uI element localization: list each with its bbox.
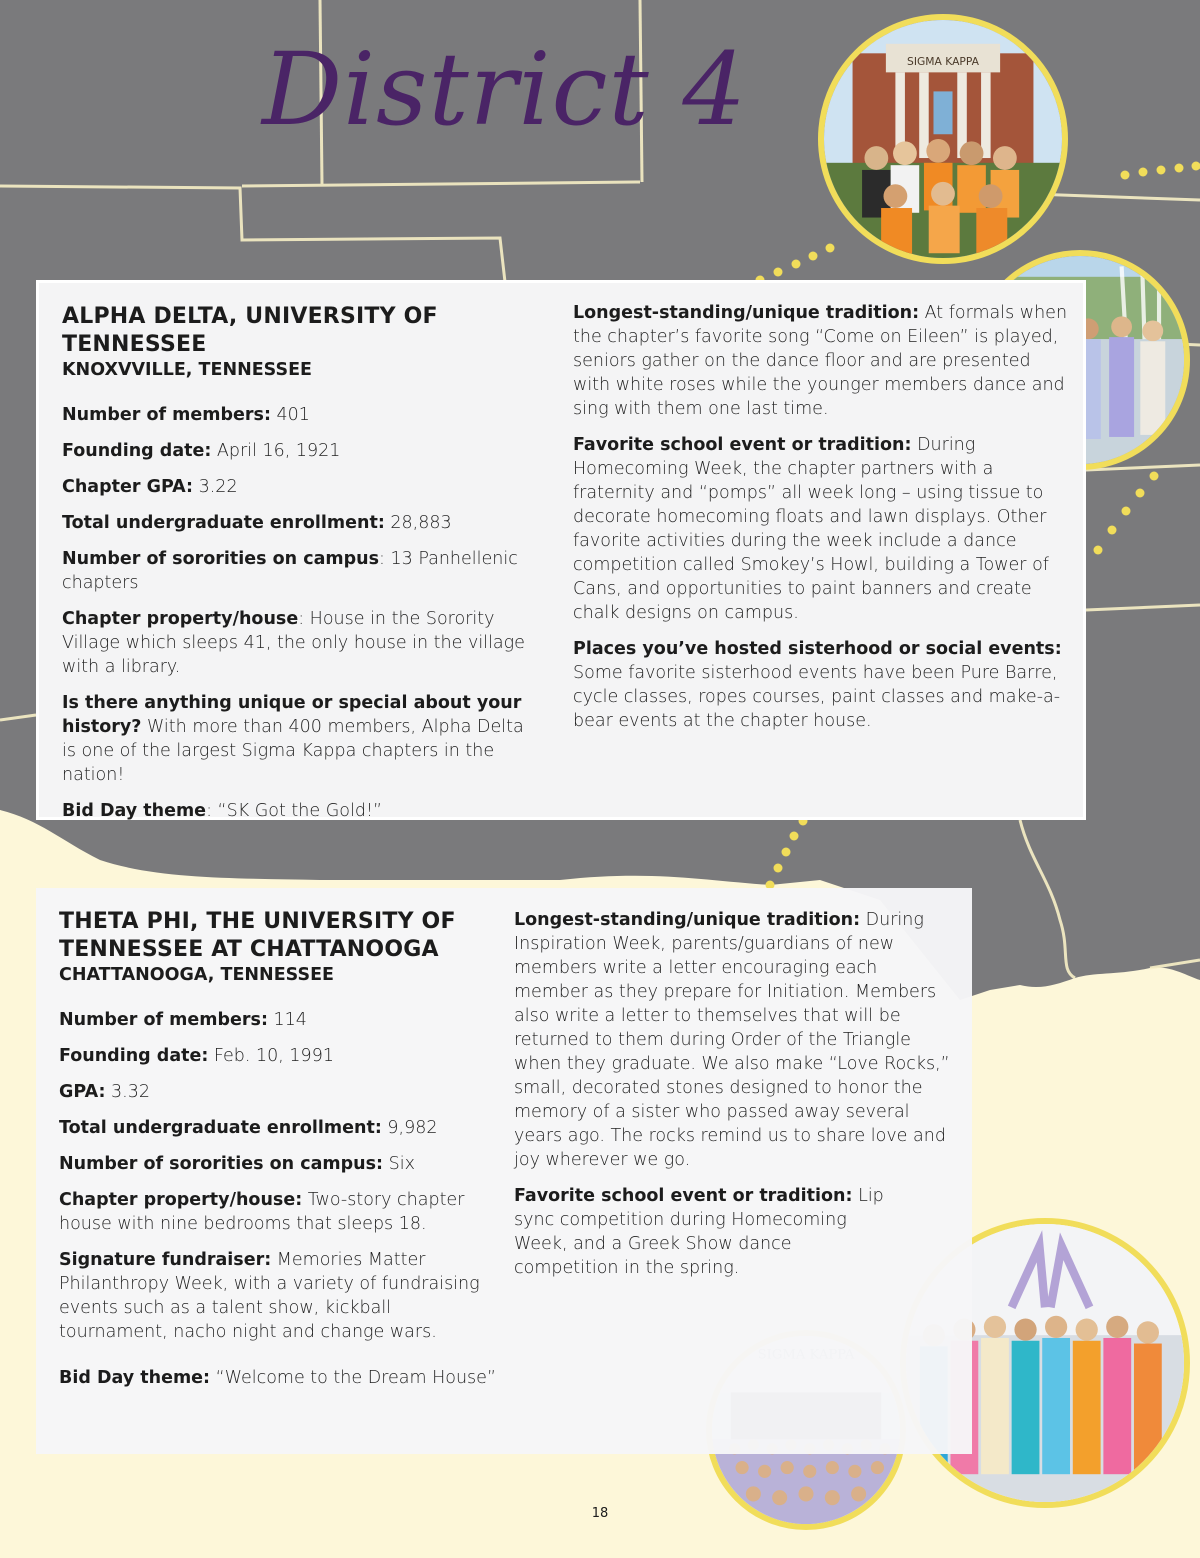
chapter2-enrollment [59, 1116, 504, 1140]
label: Places you’ve hosted sisterhood or social events: [573, 639, 1062, 659]
value: During Homecoming Week, the chapter partners with a fraternity and “pomps” all week long – using tissue to decorate homecoming floats and lawn displays. Other favorite activities during the week include a dance competition called Smokey’s Howl, building a Tower of Cans, and opportunities to paint banners and create chalk designs on campus. [573, 435, 1049, 623]
value: Memories Matter Philanthropy Week, with a variety of fundraising events such as a talent show, kickball tournament, nacho night and change wars. [59, 1250, 480, 1342]
chapter-card-alpha-delta [36, 280, 1086, 820]
value: 401 [270, 405, 310, 425]
value: 3.32 [105, 1082, 150, 1102]
label: Number of members: [59, 1010, 268, 1030]
value: At formals when the chapter’s favorite song “Come on Eileen” is played, seniors gather on the dance floor and are presented with white roses while the younger members dance and sing with them one last time. [573, 303, 1068, 419]
chapter-house-group-photo [818, 14, 1068, 264]
label: Bid Day theme [62, 801, 207, 821]
label: Chapter GPA: [62, 477, 194, 497]
label: Founding date: [62, 441, 212, 461]
value: Two-story chapter house with nine bedrooms that sleeps 18. [59, 1190, 465, 1234]
label: Chapter property/house: [59, 1190, 303, 1210]
value: During Inspiration Week, parents/guardians of new members write a letter encouraging each member as they prepare for Initiation. Members also write a letter to themselves that will be returned to them during Order of the Triangle when they graduate. We also make “Love Rocks,” small, decorated stones designed to honor the memory of a sister who passed away several years ago. The rocks remind us to share love and joy wherever we go. [514, 910, 950, 1170]
value: : “SK Got the Gold!” [206, 801, 383, 821]
value: 9,982 [381, 1118, 438, 1138]
label: Founding date: [59, 1046, 209, 1066]
label: Longest-standing/unique tradition: [514, 910, 861, 930]
value: 114 [267, 1010, 307, 1030]
label: Number of sororities on campus: [59, 1154, 384, 1174]
value: Some favorite sisterhood events have been Pure Barre, cycle classes, ropes courses, paint classes and make-a-bear events at the chapter house. [573, 663, 1061, 731]
label: Favorite school event or tradition: [514, 1186, 853, 1206]
value: Feb. 10, 1991 [208, 1046, 334, 1066]
page-title: District 4 [262, 31, 748, 148]
label: Is there anything unique or special about your history? [62, 693, 522, 737]
value: Lip sync competition during Homecoming Week, and a Greek Show dance competition in the spring. [514, 1186, 884, 1278]
chapter2-founding [59, 1044, 504, 1068]
chapter1-enrollment [62, 511, 537, 535]
chapter2-heading: THETA PHI, THE UNIVERSITY OF TENNESSEE AT CHATTANOOGA [59, 909, 456, 962]
chapter2-right-column [514, 908, 954, 1292]
chapter2-members [59, 1008, 504, 1032]
label: Number of sororities on campus [62, 549, 380, 569]
chapter2-bidday [59, 1366, 504, 1390]
chapter1-tradition [573, 301, 1068, 421]
chapter1-school-event [573, 433, 1068, 625]
chapter2-left-column [59, 908, 504, 1402]
value: : House in the Sorority Village which sleeps 41, the only house in the village with a library. [62, 609, 525, 677]
chapter1-left-column [62, 303, 537, 835]
value: “Welcome to the Dream House” [210, 1368, 497, 1388]
page-number: 18 [591, 1506, 609, 1521]
chapter1-history [62, 691, 537, 787]
label: Signature fundraiser: [59, 1250, 272, 1270]
value: April 16, 1921 [211, 441, 341, 461]
value: With more than 400 members, Alpha Delta is one of the largest Sigma Kappa chapters in the nation! [62, 717, 524, 785]
label: Favorite school event or tradition: [573, 435, 912, 455]
value: Six [383, 1154, 415, 1174]
chapter1-members [62, 403, 537, 427]
value: : 13 Panhellenic chapters [62, 549, 518, 593]
chapter-card-theta-phi [36, 888, 972, 1454]
chapter2-location: CHATTANOOGA, TENNESSEE [59, 965, 334, 985]
chapter1-gpa [62, 475, 537, 499]
value: 3.22 [193, 477, 238, 497]
chapter2-property [59, 1188, 504, 1236]
chapter1-places [573, 637, 1068, 733]
chapter1-bidday [62, 799, 537, 823]
chapter2-school-event [514, 1184, 884, 1280]
chapter1-property [62, 607, 537, 679]
chapter1-heading: ALPHA DELTA, UNIVERSITY OF TENNESSEE [62, 304, 438, 357]
label: Total undergraduate enrollment: [62, 513, 385, 533]
label: Chapter property/house [62, 609, 299, 629]
chapter2-fundraiser [59, 1248, 504, 1344]
house-sign-text: SIGMA KAPPA [907, 55, 979, 69]
label: Number of members: [62, 405, 271, 425]
chapter1-founding [62, 439, 537, 463]
label: Bid Day theme: [59, 1368, 211, 1388]
chapter2-gpa [59, 1080, 504, 1104]
chapter2-sororities [59, 1152, 504, 1176]
chapter1-location: KNOXVVILLE, TENNESSEE [62, 360, 313, 380]
chapter2-tradition [514, 908, 954, 1172]
label: Total undergraduate enrollment: [59, 1118, 382, 1138]
chapter1-sororities [62, 547, 537, 595]
value: 28,883 [384, 513, 452, 533]
label: GPA: [59, 1082, 106, 1102]
label: Longest-standing/unique tradition: [573, 303, 920, 323]
chapter1-right-column [573, 301, 1068, 745]
